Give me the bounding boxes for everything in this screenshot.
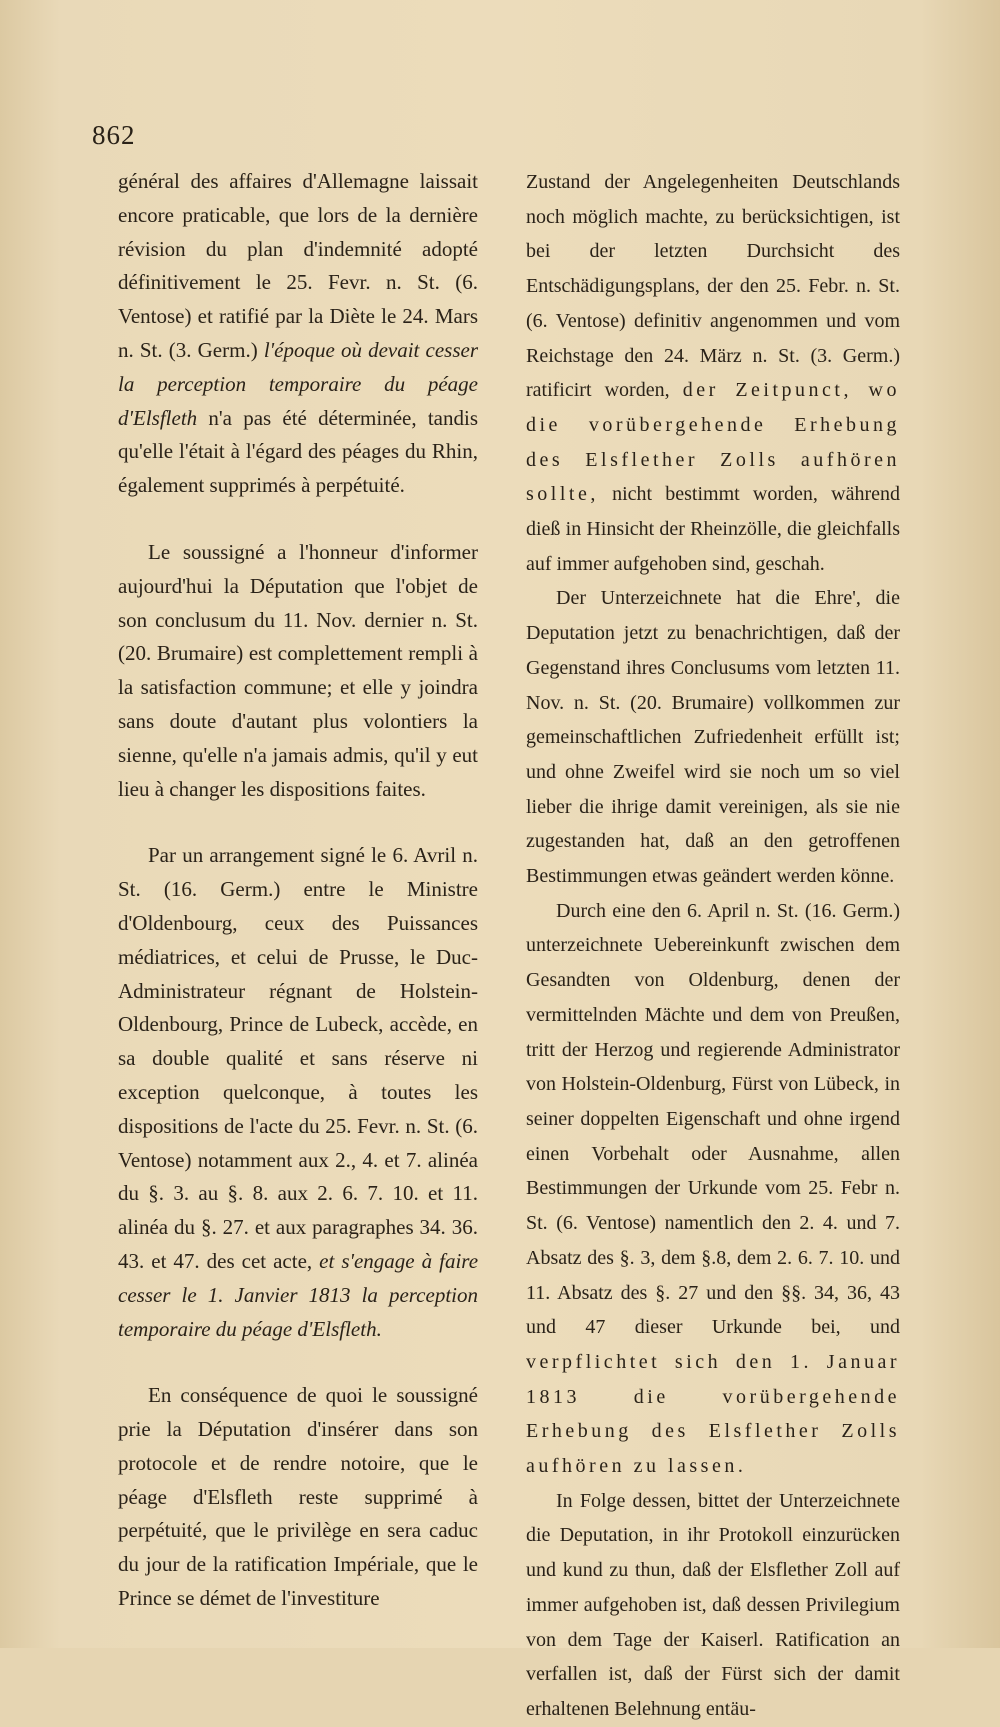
french-column (118, 165, 478, 1616)
german-paragraph-2: Der Unterzeichnete hat die Ehre', die Deputation jetzt zu benachrichtigen, daß der Gegenstand ihres Conclusums vom letzten 11. Nov. n. St. (20. Brumaire) vollkommen zur gemeinschaftlichen Zufriedenheit erfüllt ist; und ohne Zweifel wird sie noch um so viel lieber die ihrige damit vereinigen, als sie nie zugestanden hat, daß an den getroffenen Bestimmungen etwas geändert werden könne. (526, 587, 900, 888)
german-paragraph-1 (526, 165, 900, 581)
text-run: n'a pas été déterminée, tandis qu'elle l'était à l'égard des péages du Rhin, également supprimés à perpétuité. (118, 405, 478, 498)
french-paragraph-2: Le soussigné a l'honneur d'informer aujourd'hui la Députation que l'objet de son conclusum du 11. Nov. dernier n. St. (20. Brumaire) est complettement rempli à la satisfaction commune; et elle y joindra sans doute d'autant plus volontiers la sienne, qu'elle n'a jamais admis, qu'il y eut lieu à changer les dispositions faites. (118, 539, 478, 801)
french-paragraph-4: En conséquence de quoi le soussigné prie la Députation d'insérer dans son protocole et de rendre notoire, que le péage d'Elsfleth reste supprimé à perpétuité, que le privilège en sera caduc du jour de la ratification Impériale, que le Prince se démet de l'investiture (118, 1383, 478, 1611)
text-run: Zustand der Angelegenheiten Deutschlands noch möglich machte, zu berücksichtigen, ist bei der letzten Durchsicht des Entschädigungsplans, der den 25. Febr. n. St. (6. Ventose) definitiv angenommen und vom Reichstage den 24. März n. St. (3. Germ.) ratificirt worden, (526, 171, 900, 402)
text-run-spaced: verpflichtet sich den 1. Januar 1813 die vorübergehende Erhebung des Elsflether Zolls aufhören zu lassen. (526, 1350, 900, 1478)
german-column (526, 165, 900, 1727)
text-run-italic: et s'engage à faire cesser le 1. Janvier 1813 la perception temporaire du péage d'Elsfleth. (118, 1248, 479, 1341)
text-run: nicht bestimmt worden, während dieß in Hinsicht der Rheinzölle, die gleichfalls auf immer aufgehoben sind, geschah. (526, 483, 900, 575)
text-run: général des affaires d'Allemagne laissait encore praticable, que lors de la dernière révision du plan d'indemnité adopté définitivement le 25. Fevr. n. St. (6. Ventose) et ratifié par la Diète le 24. Mars n. St. (3. Germ.) (118, 169, 478, 362)
text-run-spaced: der Zeitpunct, wo die vorübergehende Erhebung des Elsflether Zolls aufhören sollte, (526, 379, 900, 506)
page-number: 862 (92, 120, 136, 150)
text-run-italic: l'époque où devait cesser la perception temporaire du péage d'Elsfleth (118, 337, 478, 430)
text-run: Durch eine den 6. April n. St. (16. Germ.) unterzeichnete Uebereinkunft zwischen dem Gesandten von Oldenburg, denen der vermittelnden Mächte und dem von Preußen, tritt der Herzog und regierende Administrator von Holstein-Oldenburg, Fürst von Lübeck, in seiner doppelten Eigenschaft und ohne irgend einen Vorbehalt oder Ausnahme, allen Bestimmungen der Urkunde vom 25. Febr n. St. (6. Ventose) namentlich den 2. 4. und 7. Absatz des §. 3, dem §.8, dem 2. 6. 7. 10. und 11. Absatz des §. 27 und den §§. 34, 36, 43 und 47 dieser Urkunde bei, und (526, 899, 900, 1339)
german-paragraph-3 (526, 894, 900, 1484)
text-run: Par un arrangement signé le 6. Avril n. St. (16. Germ.) entre le Ministre d'Oldenbourg, ceux des Puissances médiatrices, et celui de Prusse, le Duc-Administrateur régnant de Holstein-Oldenbourg, Prince de Lubeck, accède, en sa double qualité et sans réserve ni exception quelconque, à toutes les dispositions de l'acte du 25. Fevr. n. St. (6. Ventose) notamment aux 2., 4. et 7. alinéa du §. 3. au §. 8. aux 2. 6. 7. 10. et 11. alinéa du §. 27. et aux paragraphes 34. 36. 43. et 47. des cet acte, (118, 843, 478, 1273)
french-paragraph-1 (118, 165, 478, 503)
german-paragraph-4: In Folge dessen, bittet der Unterzeichnete die Deputation, in ihr Protokoll einzurücken und kund zu thun, daß der Elsflether Zoll auf immer aufgehoben ist, daß dessen Privilegium von dem Tage der Kaiserl. Ratification an verfallen ist, daß der Fürst sich der damit erhaltenen Belehnung entäu- (526, 1489, 900, 1720)
french-paragraph-3 (118, 839, 478, 1346)
